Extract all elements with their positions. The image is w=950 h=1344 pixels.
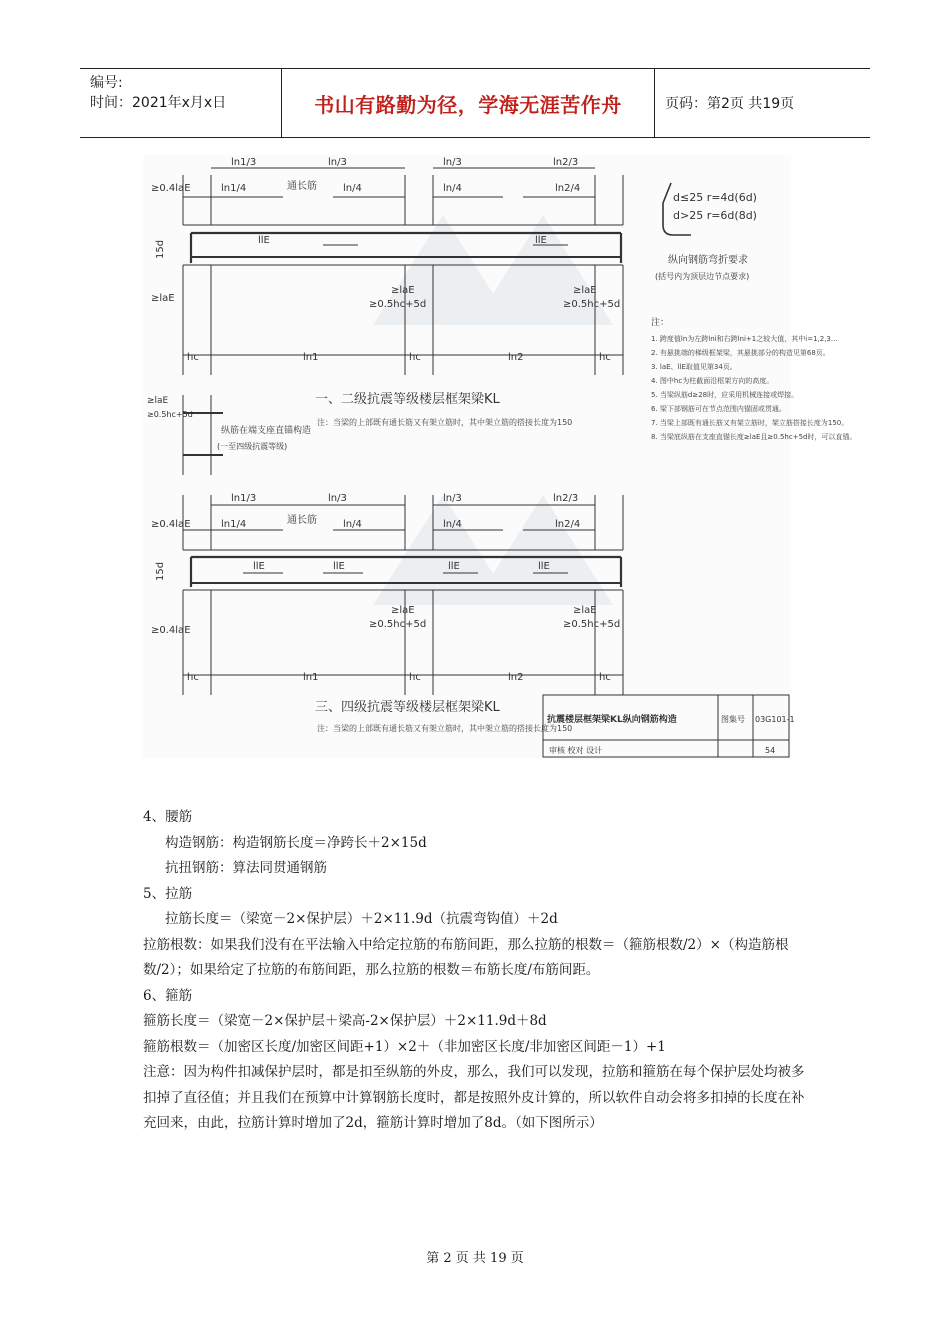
dim-ln1-bottom: ln1 — [303, 672, 319, 683]
dim-05hc-b-bottom: ≥0.5hc+5d — [563, 619, 621, 630]
sec4-title: 4、腰筋 — [143, 809, 193, 825]
motto: 书山有路勤为径，学海无涯苦作舟 — [314, 92, 622, 117]
dim-ln2-4-bottom: ln2/4 — [555, 519, 581, 530]
dim-ln-4-a-bottom: ln/4 — [343, 519, 362, 530]
dim-hc-b-top: hc — [409, 352, 421, 363]
through-bar-label-top: 通长筋 — [287, 181, 317, 192]
note-item: 4. 图中hc为柱截面沿框架方向的高度。 — [651, 377, 774, 385]
dim-hc-a-bottom: hc — [187, 672, 199, 683]
sec6-title: 6、箍筋 — [143, 987, 193, 1004]
dim-ln1-3-bottom: ln1/3 — [231, 493, 257, 504]
dim-04lae-bottom-b: ≥0.4laE — [151, 625, 191, 636]
dim-ln2-3-top: ln2/3 — [553, 157, 579, 168]
dim-hc-b-bottom: hc — [409, 672, 421, 683]
dim-lae-anchor: ≥laE — [147, 396, 169, 406]
dim-lle-a-top: llE — [258, 235, 270, 246]
header-motto-cell — [282, 69, 655, 137]
dim-ln1-4-top: ln1/4 — [221, 183, 247, 194]
dim-ln-4-a-top: ln/4 — [343, 183, 362, 194]
title-block-name: 抗震楼层框架梁KL纵向钢筋构造 — [547, 715, 677, 725]
note-item: 3. laE、llE取值见第34页。 — [651, 363, 737, 371]
dim-05hc-b-top: ≥0.5hc+5d — [563, 299, 621, 310]
header-page-info — [655, 69, 870, 137]
sec5-title: 5、拉筋 — [143, 885, 193, 902]
dim-15d-bottom: 15d — [155, 561, 166, 581]
sec5-para: 拉筋根数：如果我们没有在平法输入中给定拉筋的布筋间距，那么拉筋的根数＝（箍筋根数/2）×（构造筋根数/2）；如果给定了拉筋的布筋间距，那么拉筋的根数＝布筋长度/布筋间距。 — [143, 936, 789, 978]
sec6-note: 注意：因为构件扣减保护层时，都是扣至纵筋的外皮，那么，我们可以发现，拉筋和箍筋在每个保护层处均被多扣掉了直径值；并且我们在预算中计算钢筋长度时，都是按照外皮计算的，所以软件自动会将多扣掉的长度在补充回来，由此，拉筋计算时增加了2d，箍筋计算时增加了8d。（如下图所示） — [143, 1064, 805, 1131]
note-top: 注：当梁的上部既有通长筋又有架立筋时，其中架立筋的搭接长度为150 — [317, 418, 573, 427]
page-info: 页码：第2页 共19页 — [665, 96, 795, 112]
rebar-drawing-svg — [143, 155, 857, 759]
dim-04lae-bottom: ≥0.4laE — [151, 519, 191, 530]
dim-ln2-3-bottom: ln2/3 — [553, 493, 579, 504]
note-item: 5. 当梁纵筋d≥28时，应采用机械连接或焊接。 — [651, 391, 799, 399]
dim-15d-top: 15d — [155, 239, 166, 259]
footer-page-text: 第 2 页 共 19 页 — [426, 1251, 524, 1266]
dim-ln1-3-top: ln1/3 — [231, 157, 257, 168]
dim-lae-mid-bottom: ≥laE — [391, 605, 415, 616]
note-item: 6. 梁下部钢筋可在节点范围内锚固或贯通。 — [651, 405, 786, 413]
dim-05hc-a-top: ≥0.5hc+5d — [369, 299, 427, 310]
body-text — [143, 805, 811, 1137]
dim-hc-c-top: hc — [599, 352, 611, 363]
anchor-caption-sub: (一至四级抗震等级) — [217, 442, 288, 451]
sec6-line1: 箍筋长度＝（梁宽－2×保护层＋梁高-2×保护层）＋2×11.9d＋8d — [143, 1013, 547, 1029]
dim-ln-3-b-bottom: ln/3 — [443, 493, 462, 504]
dim-05hc-anchor: ≥0.5hc+5d — [147, 410, 193, 419]
dim-ln2-4-top: ln2/4 — [555, 183, 581, 194]
header-meta — [80, 69, 282, 137]
note-bottom: 注：当梁的上部既有通长筋又有架立筋时，其中架立筋的搭接长度为150 — [317, 724, 573, 733]
sec6-line2: 箍筋根数＝（加密区长度/加密区间距+1）×2＋（非加密区长度/非加密区间距－1）+1 — [143, 1038, 666, 1055]
dim-lle-c-bottom: llE — [448, 561, 460, 572]
dim-lae-top: ≥laE — [151, 293, 175, 304]
title-block-row: 审核 校对 设计 — [549, 746, 603, 755]
dim-ln2-top: ln2 — [508, 352, 524, 363]
dim-lle-b-bottom: llE — [333, 561, 345, 572]
through-bar-label-bottom: 通长筋 — [287, 515, 317, 526]
dim-04lae-top: ≥0.4laE — [151, 183, 191, 194]
dim-ln-3-a-bottom: ln/3 — [328, 493, 347, 504]
note-item: 2. 有悬挑端的梯级框架梁，其悬挑部分的构造见第68页。 — [651, 349, 830, 357]
bend-rule-1: d≤25 r=4d(6d) — [673, 191, 757, 204]
dim-ln-4-b-top: ln/4 — [443, 183, 462, 194]
note-item: 1. 跨度值ln为左跨lni和右跨lni+1之较大值，其中i=1,2,3... — [651, 335, 838, 343]
notes-title: 注： — [651, 318, 670, 328]
page-header — [80, 68, 870, 138]
title-top: 一、二级抗震等级楼层框架梁KL — [315, 392, 500, 407]
dim-hc-a-top: hc — [187, 352, 199, 363]
dim-lle-b-top: llE — [535, 235, 547, 246]
dim-ln1-4-bottom: ln1/4 — [221, 519, 247, 530]
dim-ln-4-b-bottom: ln/4 — [443, 519, 462, 530]
title-block-code: 03G101-1 — [755, 715, 795, 724]
dim-hc-c-bottom: hc — [599, 672, 611, 683]
dim-ln-3-b-top: ln/3 — [443, 157, 462, 168]
dim-05hc-a-bottom: ≥0.5hc+5d — [369, 619, 427, 630]
dim-lae-right-bottom: ≥laE — [573, 605, 597, 616]
dim-ln-3-a-top: ln/3 — [328, 157, 347, 168]
sec5-line1: 拉筋长度＝（梁宽－2×保护层）＋2×11.9d（抗震弯钩值）＋2d — [165, 911, 558, 927]
note-item: 7. 当梁上部既有通长筋又有架立筋时，架立筋搭接长度为150。 — [651, 419, 849, 427]
title-block-label: 图集号 — [721, 715, 745, 724]
sec4-line1: 构造钢筋：构造钢筋长度＝净跨长＋2×15d — [165, 834, 427, 851]
rebar-drawing — [143, 155, 857, 759]
dim-ln1-top: ln1 — [303, 352, 319, 363]
drawing-background — [143, 155, 791, 759]
bend-rule-2: d>25 r=6d(8d) — [673, 209, 757, 222]
title-bottom: 三、四级抗震等级楼层框架梁KL — [315, 700, 500, 715]
title-block-page: 54 — [765, 746, 776, 755]
number-label: 编号: — [90, 75, 123, 91]
bend-caption: 纵向钢筋弯折要求 — [668, 255, 748, 266]
dim-ln2-bottom: ln2 — [508, 672, 524, 683]
page-footer — [0, 1247, 950, 1266]
date-label: 时间：2021年x月x日 — [90, 95, 227, 111]
dim-lle-d-bottom: llE — [538, 561, 550, 572]
dim-lle-a-bottom: llE — [253, 561, 265, 572]
dim-lae-right-top: ≥laE — [573, 285, 597, 296]
bend-caption-sub: (括号内为顶层边节点要求) — [655, 272, 750, 281]
sec4-line2: 抗扭钢筋：算法同贯通钢筋 — [165, 860, 327, 876]
dim-lae-mid-top: ≥laE — [391, 285, 415, 296]
anchor-caption: 纵筋在端支座直锚构造 — [221, 426, 312, 436]
note-item: 8. 当梁底纵筋在支座直锚长度≥laE且≥0.5hc+5d时，可以直锚。 — [651, 433, 857, 441]
